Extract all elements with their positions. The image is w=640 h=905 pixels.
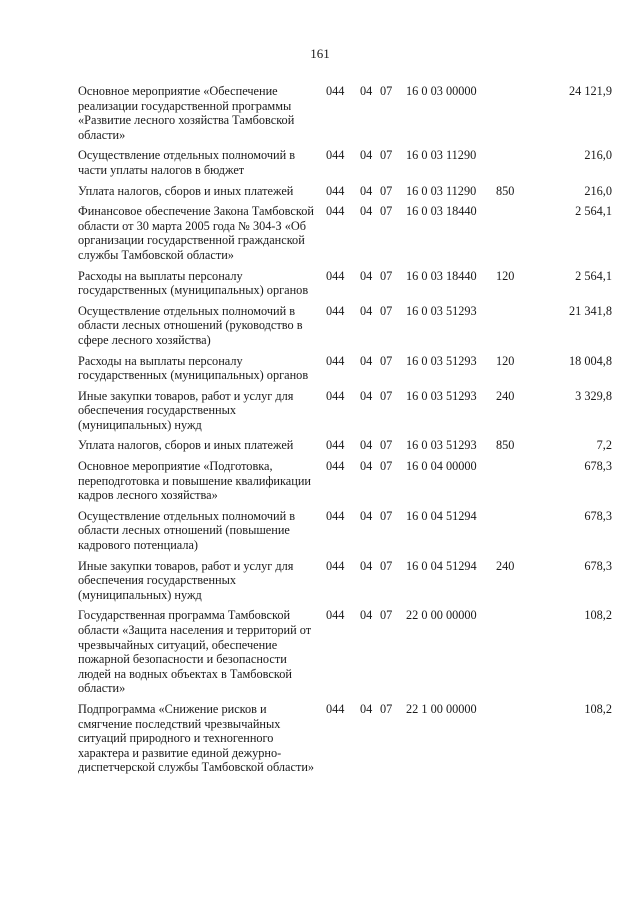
- amount: 108,2: [584, 701, 612, 716]
- amount: 2 564,1: [575, 268, 612, 283]
- section-code: 04: [360, 353, 373, 368]
- target-article-code: 16 0 03 51293: [406, 353, 477, 368]
- amount: 21 341,8: [568, 303, 612, 318]
- section-code: 04: [360, 183, 373, 198]
- target-article-code: 22 1 00 00000: [406, 701, 477, 716]
- table-row: [78, 459, 612, 509]
- subsection-code: 07: [380, 148, 393, 163]
- target-article-code: 16 0 03 18440: [406, 268, 477, 283]
- subsection-code: 07: [380, 303, 393, 318]
- target-article-code: 16 0 03 51293: [406, 388, 477, 403]
- expense-name: Иные закупки товаров, работ и услуг для обеспечения государственных (муниципальных) нужд: [78, 558, 294, 602]
- expense-type-code: [496, 608, 526, 702]
- department-code: 044: [326, 388, 345, 403]
- subsection-code: 07: [380, 268, 393, 283]
- table-row: [78, 559, 612, 609]
- expense-type-code: 850: [496, 183, 515, 198]
- section-code: 04: [360, 388, 373, 403]
- section-code: 04: [360, 558, 373, 573]
- expense-name: Иные закупки товаров, работ и услуг для обеспечения государственных (муниципальных) нужд: [78, 388, 294, 432]
- department-code: 044: [326, 204, 345, 219]
- department-code: 044: [326, 558, 345, 573]
- table-row: [78, 84, 612, 148]
- target-article-code: 16 0 04 00000: [406, 459, 477, 474]
- expense-type-code: 120: [496, 268, 515, 283]
- expense-type-code: [496, 459, 526, 509]
- table-row: [78, 509, 612, 559]
- subsection-code: 07: [380, 204, 393, 219]
- table-row: [78, 204, 612, 268]
- expense-type-code: 120: [496, 353, 515, 368]
- target-article-code: 16 0 03 51293: [406, 438, 477, 453]
- department-code: 044: [326, 303, 345, 318]
- subsection-code: 07: [380, 388, 393, 403]
- expense-name: Уплата налогов, сборов и иных платежей: [78, 438, 294, 453]
- section-code: 04: [360, 508, 373, 523]
- expense-type-code: [496, 204, 526, 268]
- amount: 216,0: [584, 148, 612, 163]
- department-code: 044: [326, 268, 345, 283]
- amount: 108,2: [584, 608, 612, 623]
- subsection-code: 07: [380, 558, 393, 573]
- expense-type-code: [496, 304, 526, 354]
- expense-name: Осуществление отдельных полномочий в области лесных отношений (руководство в сфере лесного хозяйства): [78, 303, 303, 347]
- department-code: 044: [326, 608, 345, 623]
- department-code: 044: [326, 459, 345, 474]
- section-code: 04: [360, 438, 373, 453]
- amount: 24 121,9: [568, 84, 612, 98]
- subsection-code: 07: [380, 84, 393, 98]
- expense-name: Государственная программа Тамбовской области «Защита населения и территорий от чрезвычайных ситуаций, обеспечение пожарной безопасности и безопасности людей на водных объектах в Тамбовской области»: [78, 608, 312, 696]
- page-number: 161: [310, 46, 330, 61]
- expense-type-code: [496, 148, 526, 183]
- expense-type-code: 240: [496, 388, 515, 403]
- department-code: 044: [326, 148, 345, 163]
- table-row: [78, 438, 612, 459]
- expense-name: Подпрограмма «Снижение рисков и смягчение последствий чрезвычайных ситуаций природного и техногенного характера и развитие единой дежурно-диспетчерской службы Тамбовской области»: [78, 701, 315, 775]
- expense-type-code: 850: [496, 438, 515, 453]
- department-code: 044: [326, 438, 345, 453]
- expense-name: Уплата налогов, сборов и иных платежей: [78, 183, 294, 198]
- expense-name: Основное мероприятие «Подготовка, переподготовка и повышение квалификации кадров лесного хозяйства»: [78, 459, 311, 503]
- table-row: [78, 184, 612, 205]
- subsection-code: 07: [380, 459, 393, 474]
- section-code: 04: [360, 459, 373, 474]
- budget-table-body: [78, 84, 612, 781]
- expense-name: Расходы на выплаты персоналу государственных (муниципальных) органов: [78, 268, 309, 298]
- amount: 216,0: [584, 183, 612, 198]
- department-code: 044: [326, 701, 345, 716]
- target-article-code: 22 0 00 00000: [406, 608, 477, 623]
- target-article-code: 16 0 03 00000: [406, 84, 477, 98]
- department-code: 044: [326, 183, 345, 198]
- expense-name: Расходы на выплаты персоналу государственных (муниципальных) органов: [78, 353, 309, 383]
- expense-type-code: 240: [496, 558, 515, 573]
- table-row: [78, 354, 612, 389]
- expense-name: Финансовое обеспечение Закона Тамбовской области от 30 марта 2005 года № 304-З «Об организации государственной гражданской службы Тамбовской области»: [78, 204, 314, 262]
- amount: 18 004,8: [568, 353, 612, 368]
- target-article-code: 16 0 04 51294: [406, 508, 477, 523]
- expense-type-code: [496, 509, 526, 559]
- amount: 7,2: [596, 438, 612, 453]
- table-row: [78, 269, 612, 304]
- department-code: 044: [326, 508, 345, 523]
- table-row: [78, 389, 612, 439]
- amount: 678,3: [584, 508, 612, 523]
- subsection-code: 07: [380, 508, 393, 523]
- table-row: [78, 148, 612, 183]
- section-code: 04: [360, 84, 373, 98]
- subsection-code: 07: [380, 183, 393, 198]
- amount: 2 564,1: [575, 204, 612, 219]
- expense-type-code: [496, 84, 526, 148]
- section-code: 04: [360, 303, 373, 318]
- section-code: 04: [360, 701, 373, 716]
- subsection-code: 07: [380, 353, 393, 368]
- subsection-code: 07: [380, 438, 393, 453]
- target-article-code: 16 0 03 18440: [406, 204, 477, 219]
- table-row: [78, 608, 612, 702]
- section-code: 04: [360, 204, 373, 219]
- table-row: [78, 304, 612, 354]
- department-code: 044: [326, 84, 345, 98]
- target-article-code: 16 0 03 11290: [406, 148, 477, 163]
- target-article-code: 16 0 03 51293: [406, 303, 477, 318]
- subsection-code: 07: [380, 608, 393, 623]
- amount: 678,3: [584, 459, 612, 474]
- target-article-code: 16 0 03 11290: [406, 183, 477, 198]
- expense-type-code: [496, 702, 526, 781]
- expense-name: Осуществление отдельных полномочий в области лесных отношений (повышение кадрового потенциала): [78, 508, 296, 553]
- expense-name: Основное мероприятие «Обеспечение реализации государственной программы «Развитие лесного хозяйства Тамбовской области»: [78, 84, 295, 142]
- target-article-code: 16 0 04 51294: [406, 558, 477, 573]
- department-code: 044: [326, 353, 345, 368]
- section-code: 04: [360, 608, 373, 623]
- table-row: [78, 702, 612, 781]
- amount: 3 329,8: [575, 388, 612, 403]
- section-code: 04: [360, 148, 373, 163]
- subsection-code: 07: [380, 701, 393, 716]
- section-code: 04: [360, 268, 373, 283]
- expense-name: Осуществление отдельных полномочий в части уплаты налогов в бюджет: [78, 148, 296, 177]
- budget-table: [78, 84, 612, 781]
- amount: 678,3: [584, 558, 612, 573]
